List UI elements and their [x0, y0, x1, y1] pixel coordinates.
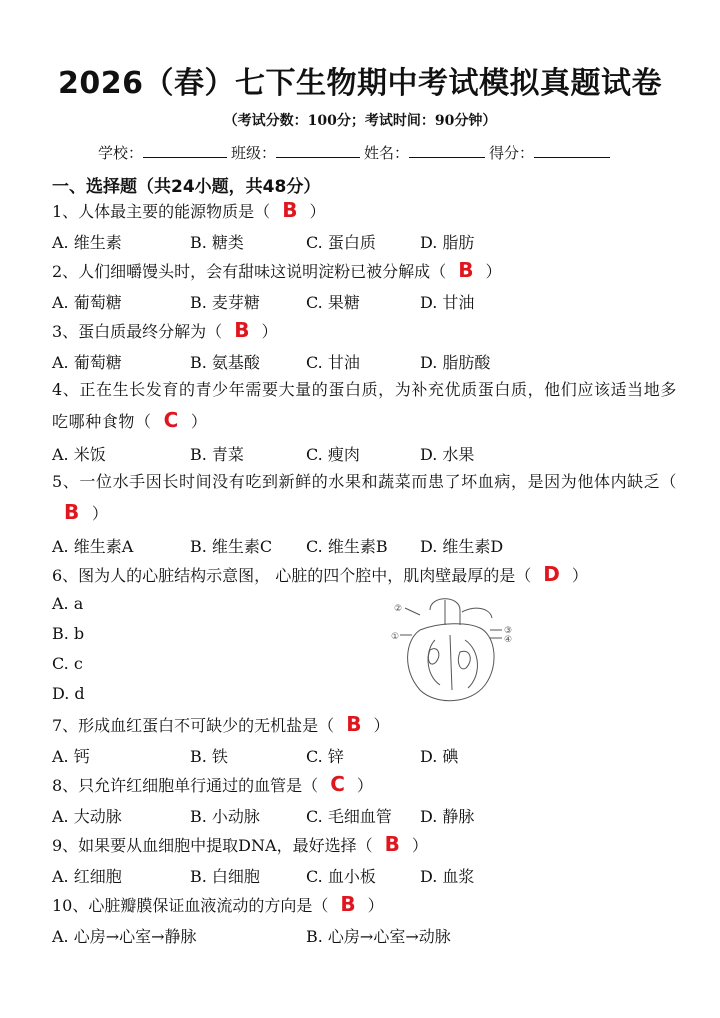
- paren-close: ）: [367, 896, 384, 915]
- option-b: B. 小动脉: [190, 807, 260, 826]
- option-a: A. 米饭: [52, 445, 106, 464]
- question-8: [52, 772, 373, 796]
- paren-close: ）: [190, 412, 208, 431]
- option-a: A. 钙: [52, 747, 90, 766]
- question-10: [52, 892, 384, 916]
- question-text: 10、心脏瓣膜保证血液流动的方向是（: [52, 896, 329, 915]
- label-2: ②: [394, 604, 403, 614]
- question-text: 8、只允许红细胞单行通过的血管是（: [52, 776, 319, 795]
- answer-mark: B: [340, 892, 356, 916]
- option-b: B. 心房→心室→动脉: [306, 927, 451, 946]
- score-label: 得分：: [489, 144, 535, 162]
- answer-mark: C: [330, 772, 345, 796]
- option-a: A. 维生素A: [52, 537, 134, 556]
- option-d: D. d: [52, 684, 85, 703]
- option-a: A. 葡萄糖: [52, 293, 122, 312]
- heart-diagram: [390, 590, 520, 708]
- option-b: B. 氨基酸: [190, 353, 260, 372]
- paren-close: ）: [411, 836, 428, 855]
- option-a: A. 心房→心室→静脉: [52, 927, 197, 946]
- answer-mark: D: [543, 562, 560, 586]
- option-c: C. c: [52, 654, 83, 673]
- name-label: 姓名：: [364, 144, 410, 162]
- option-b: B. 青菜: [190, 445, 244, 464]
- option-d: D. 脂肪: [420, 233, 475, 252]
- question-text: 7、形成血红蛋白不可缺少的无机盐是（: [52, 716, 335, 735]
- answer-mark: B: [458, 258, 474, 282]
- paren-close: ）: [373, 716, 390, 735]
- page-title: 2026（春）七下生物期中考试模拟真题试卷: [58, 66, 662, 101]
- exam-meta: （考试分数：100分；考试时间：90分钟）: [223, 113, 497, 129]
- option-c: C. 锌: [306, 747, 344, 766]
- option-d: D. 水果: [420, 445, 475, 464]
- option-d: D. 静脉: [420, 807, 475, 826]
- option-d: D. 甘油: [420, 293, 475, 312]
- paren-close: ）: [485, 262, 502, 281]
- paren-close: ）: [356, 776, 373, 795]
- question-text: 9、如果要从血细胞中提取DNA，最好选择（: [52, 836, 373, 855]
- option-a: A. 维生素: [52, 233, 122, 252]
- question-text: 2、人们细嚼馒头时，会有甜味这说明淀粉已被分解成（: [52, 262, 447, 281]
- option-c: C. 血小板: [306, 867, 376, 886]
- question-9: [52, 832, 428, 856]
- option-c: C. 维生素B: [306, 537, 388, 556]
- option-d: D. 血浆: [420, 867, 475, 886]
- option-a: A. a: [52, 594, 84, 613]
- question-text: 6、图为人的心脏结构示意图， 心脏的四个腔中，肌肉壁最厚的是（: [52, 566, 532, 585]
- option-d: D. 脂肪酸: [420, 353, 491, 372]
- paren-close: ）: [91, 504, 109, 523]
- option-b: B. 维生素C: [190, 537, 273, 556]
- option-b: B. 铁: [190, 747, 228, 766]
- option-d: D. 维生素D: [420, 537, 504, 556]
- option-b: B. 麦芽糖: [190, 293, 260, 312]
- class-label: 班级：: [231, 144, 277, 162]
- answer-mark: C: [163, 408, 179, 432]
- question-text: 1、人体最主要的能源物质是（: [52, 202, 271, 221]
- question-text: 4、正在生长发育的青少年需要大量的蛋白质，为补充优质蛋白质，他们应该适当地多吃哪种食物（: [52, 380, 677, 431]
- question-6: [52, 562, 588, 586]
- option-a: A. 葡萄糖: [52, 353, 122, 372]
- option-a: A. 红细胞: [52, 867, 122, 886]
- option-c: C. 甘油: [306, 353, 360, 372]
- answer-mark: B: [64, 500, 80, 524]
- option-a: A. 大动脉: [52, 807, 122, 826]
- label-3: ③: [504, 626, 513, 636]
- label-1: ①: [391, 632, 400, 642]
- paren-close: ）: [309, 202, 326, 221]
- question-3: [52, 318, 277, 342]
- question-text: 5、一位水手因长时间没有吃到新鲜的水果和蔬菜而患了坏血病，是因为他体内缺乏（: [52, 472, 677, 491]
- answer-mark: B: [346, 712, 362, 736]
- student-info-line: [98, 142, 614, 163]
- name-blank[interactable]: [409, 142, 485, 158]
- question-text: 3、蛋白质最终分解为（: [52, 322, 223, 341]
- answer-mark: B: [282, 198, 298, 222]
- answer-mark: B: [384, 832, 400, 856]
- school-label: 学校：: [98, 144, 144, 162]
- paren-close: ）: [261, 322, 278, 341]
- school-blank[interactable]: [143, 142, 227, 158]
- question-5: [52, 466, 677, 529]
- question-1: [52, 198, 325, 222]
- option-b: B. 糖类: [190, 233, 244, 252]
- paren-close: ）: [571, 566, 588, 585]
- question-2: [52, 258, 501, 282]
- option-c: C. 蛋白质: [306, 233, 376, 252]
- section-heading: 一、选择题（共24小题，共48分）: [52, 177, 321, 197]
- label-4: ④: [504, 635, 513, 645]
- option-c: C. 果糖: [306, 293, 360, 312]
- answer-mark: B: [234, 318, 250, 342]
- option-b: B. b: [52, 624, 85, 643]
- option-b: B. 白细胞: [190, 867, 260, 886]
- question-7: [52, 712, 389, 736]
- option-c: C. 瘦肉: [306, 445, 360, 464]
- question-4: [52, 374, 677, 437]
- score-blank[interactable]: [534, 142, 610, 158]
- option-d: D. 碘: [420, 747, 459, 766]
- class-blank[interactable]: [276, 142, 360, 158]
- option-c: C. 毛细血管: [306, 807, 392, 826]
